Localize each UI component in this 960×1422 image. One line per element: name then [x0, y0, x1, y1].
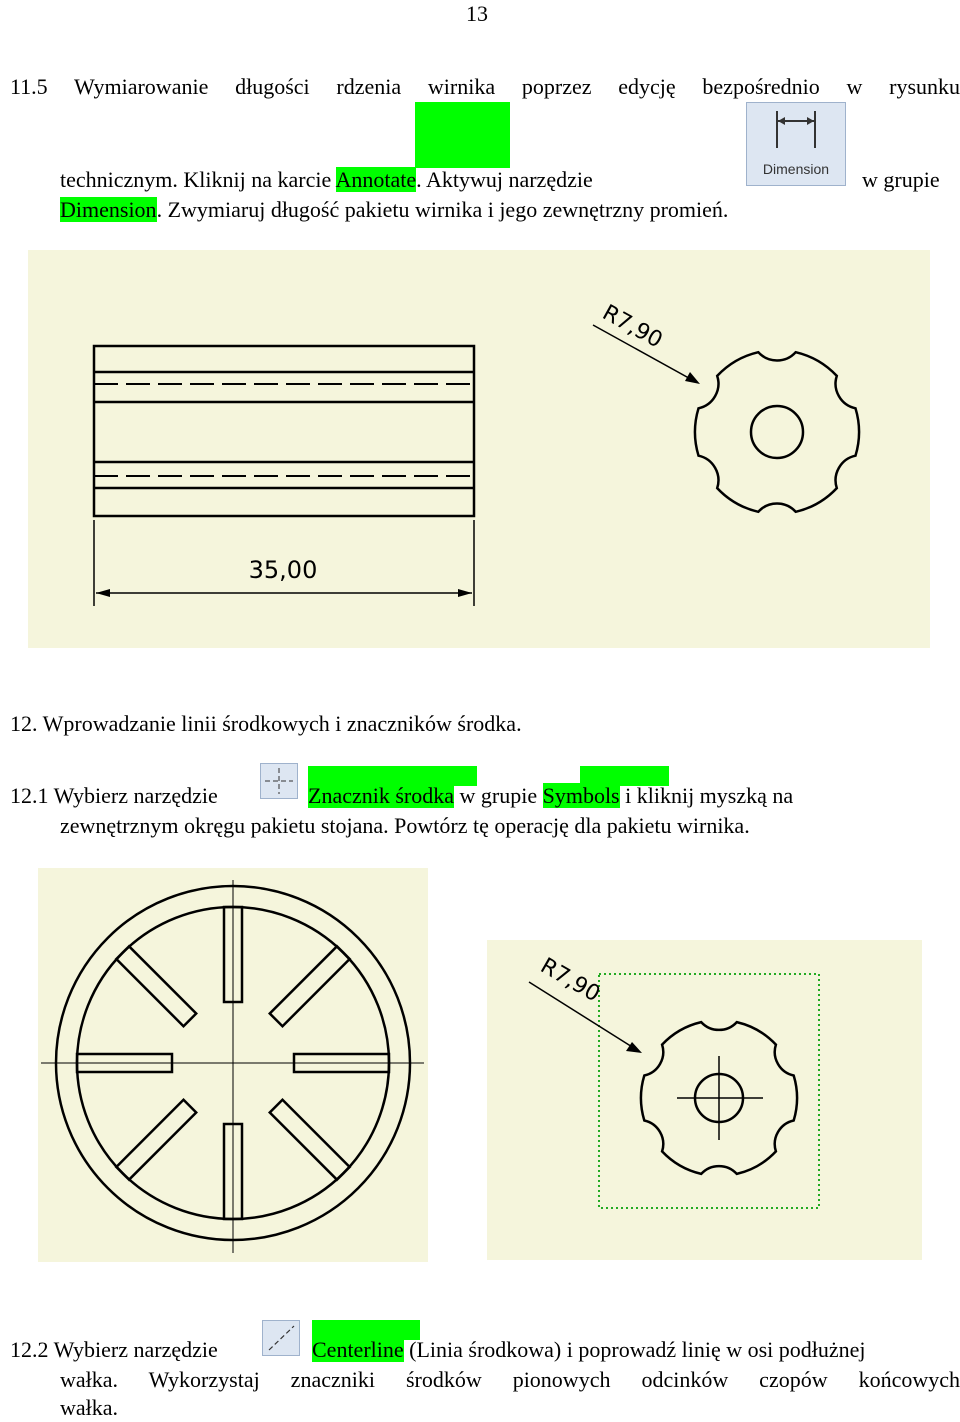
center-mark-icon — [261, 764, 297, 798]
rotor-center-mark-drawing — [487, 940, 922, 1260]
rotor-center-mark-svg — [487, 940, 922, 1260]
stator-svg — [38, 868, 428, 1262]
center-mark-tool-button[interactable] — [260, 763, 298, 799]
stator-slot — [270, 946, 350, 1026]
section-12-2-a: 12.2 Wybierz narzędzie — [10, 1337, 218, 1362]
selection-box — [599, 974, 819, 1208]
section-12-2-line3: wałka. — [60, 1395, 119, 1420]
stator-slot — [116, 946, 196, 1026]
section-12-heading: 12. Wprowadzanie linii środkowych i znaczników środka. — [10, 711, 522, 736]
stator-slot — [270, 1100, 350, 1180]
annotate-tab-ref: Annotate — [335, 167, 417, 192]
centerline-tool-button[interactable] — [262, 1320, 300, 1356]
dimension-button-label: Dimension — [762, 161, 830, 177]
page-number: 13 — [466, 1, 488, 26]
section-11-5-line2-c: w grupie — [862, 167, 940, 192]
symbols-group-ref: Symbols — [542, 783, 620, 808]
center-mark-tool-ref: Znacznik środka — [308, 783, 454, 808]
length-dimension-text: 35,00 — [248, 556, 318, 584]
section-12-1-line2: zewnętrznym okręgu pakietu stojana. Powtórz tę operację dla pakietu wirnika. — [60, 813, 750, 838]
centerline-tool-ref: Centerline — [312, 1337, 404, 1362]
dimension-tool-button[interactable] — [746, 102, 846, 186]
section-11-5-line2-a: technicznym. Kliknij na karcie Annotate. Aktywuj narzędzie — [60, 167, 593, 192]
section-11-5-line3: Dimension. Zwymiaruj długość pakietu wirnika i jego zewnętrzny promień. — [60, 197, 729, 222]
section-11-5-line1: 11.5 Wymiarowanie długości rdzenia wirnika poprzez edycję bezpośrednio w rysunku — [10, 74, 960, 99]
shaft-hole — [751, 406, 803, 458]
section-12-2-line2: wałka. Wykorzystaj znaczniki środków pionowych odcinków czopów końcowych — [60, 1367, 960, 1392]
section-12-1-line1-rest: Znacznik środka w grupie Symbols i kliknij myszką na — [308, 783, 794, 808]
radius-dimension-text: R7,90 — [598, 300, 667, 354]
rotor-dimension-drawing — [28, 250, 930, 648]
stator-slot — [116, 1100, 196, 1180]
section-12-1-a: 12.1 Wybierz narzędzie — [10, 783, 218, 808]
rotor-dimension-svg — [28, 250, 930, 648]
stator-drawing — [38, 868, 428, 1262]
dimension-group-ref: Dimension — [60, 197, 157, 222]
rotor-gear-profile — [695, 352, 859, 512]
annotate-highlight-block — [415, 102, 510, 168]
section-12-2-line1-rest: Centerline (Linia środkowa) i poprowadź linię w osi podłużnej — [312, 1337, 866, 1362]
radius-dimension-text-2: R7,90 — [536, 953, 605, 1008]
centerline-icon — [263, 1321, 299, 1355]
